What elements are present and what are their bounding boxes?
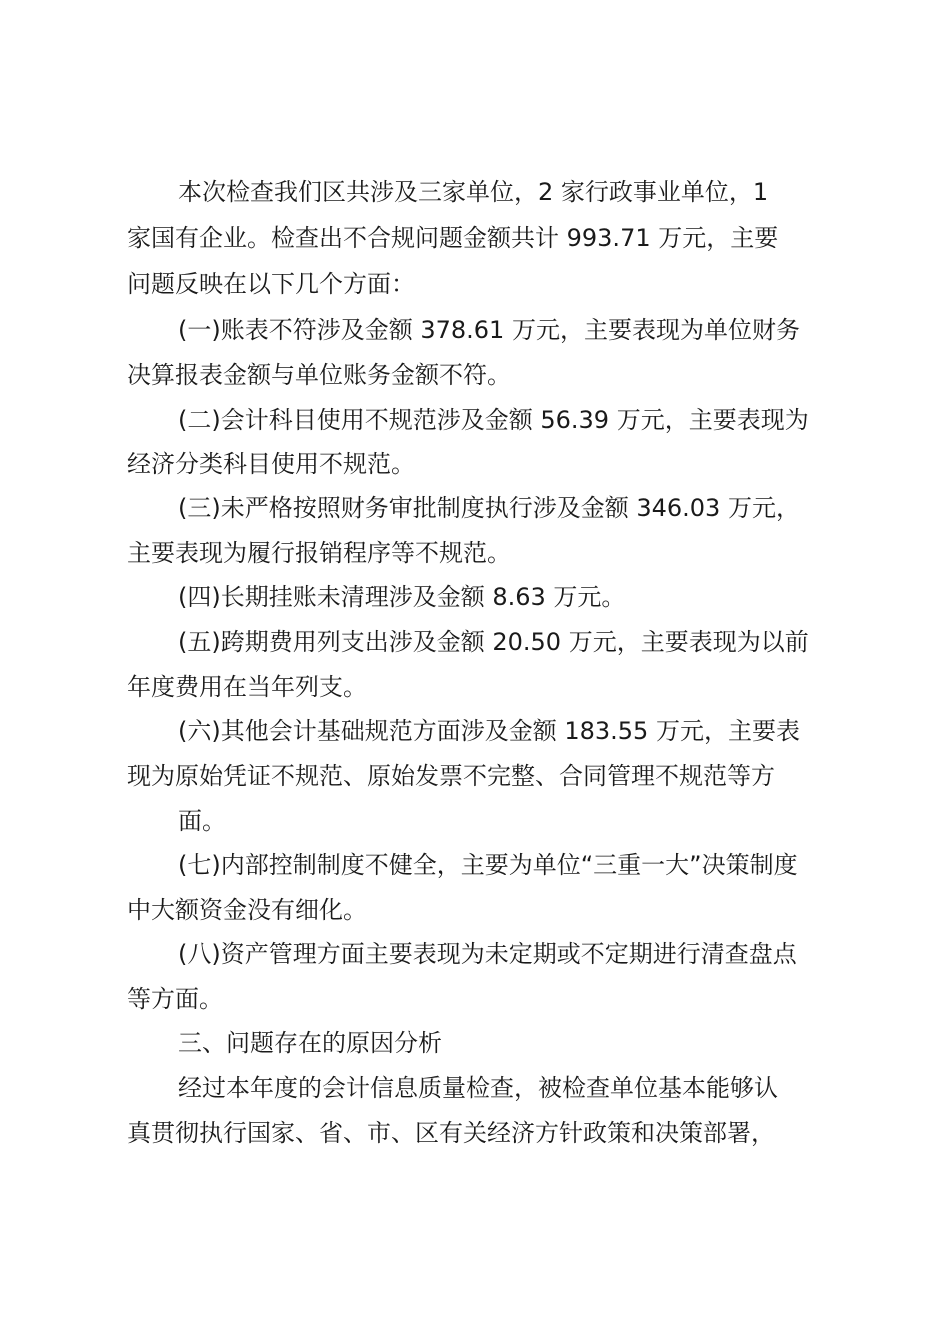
text-line: 中大额资金没有细化。 [127, 896, 367, 924]
text-line: (三)未严格按照财务审批制度执行涉及金额 346.03 万元， [178, 494, 800, 522]
text-line: (一)账表不符涉及金额 378.61 万元，主要表现为单位财务 [178, 316, 800, 344]
text-line: (八)资产管理方面主要表现为未定期或不定期进行清查盘点 [178, 940, 797, 968]
text-line: 经济分类科目使用不规范。 [127, 450, 415, 478]
text-line: 年度费用在当年列支。 [127, 673, 367, 701]
text-line: (七)内部控制制度不健全，主要为单位“三重一大”决策制度 [178, 851, 798, 879]
text-line: 真贯彻执行国家、省、市、区有关经济方针政策和决策部署， [127, 1119, 775, 1147]
text-line: 经过本年度的会计信息质量检查，被检查单位基本能够认 [178, 1074, 778, 1102]
text-line: 主要表现为履行报销程序等不规范。 [127, 539, 511, 567]
text-line: 本次检查我们区共涉及三家单位，2 家行政事业单位，1 [178, 178, 769, 206]
text-line: 家国有企业。检查出不合规问题金额共计 993.71 万元，主要 [127, 224, 779, 252]
text-line: (四)长期挂账未清理涉及金额 8.63 万元。 [178, 583, 626, 611]
text-line: 问题反映在以下几个方面： [127, 270, 415, 298]
text-line: (二)会计科目使用不规范涉及金额 56.39 万元，主要表现为 [178, 406, 809, 434]
text-line: 等方面。 [127, 985, 223, 1013]
text-line: 决算报表金额与单位账务金额不符。 [127, 361, 511, 389]
text-line: (六)其他会计基础规范方面涉及金额 183.55 万元，主要表 [178, 717, 800, 745]
section-heading: 三、问题存在的原因分析 [178, 1029, 442, 1057]
text-line: 现为原始凭证不规范、原始发票不完整、合同管理不规范等方 [127, 762, 775, 790]
text-line: 面。 [178, 807, 226, 835]
text-line: (五)跨期费用列支出涉及金额 20.50 万元，主要表现为以前 [178, 628, 809, 656]
